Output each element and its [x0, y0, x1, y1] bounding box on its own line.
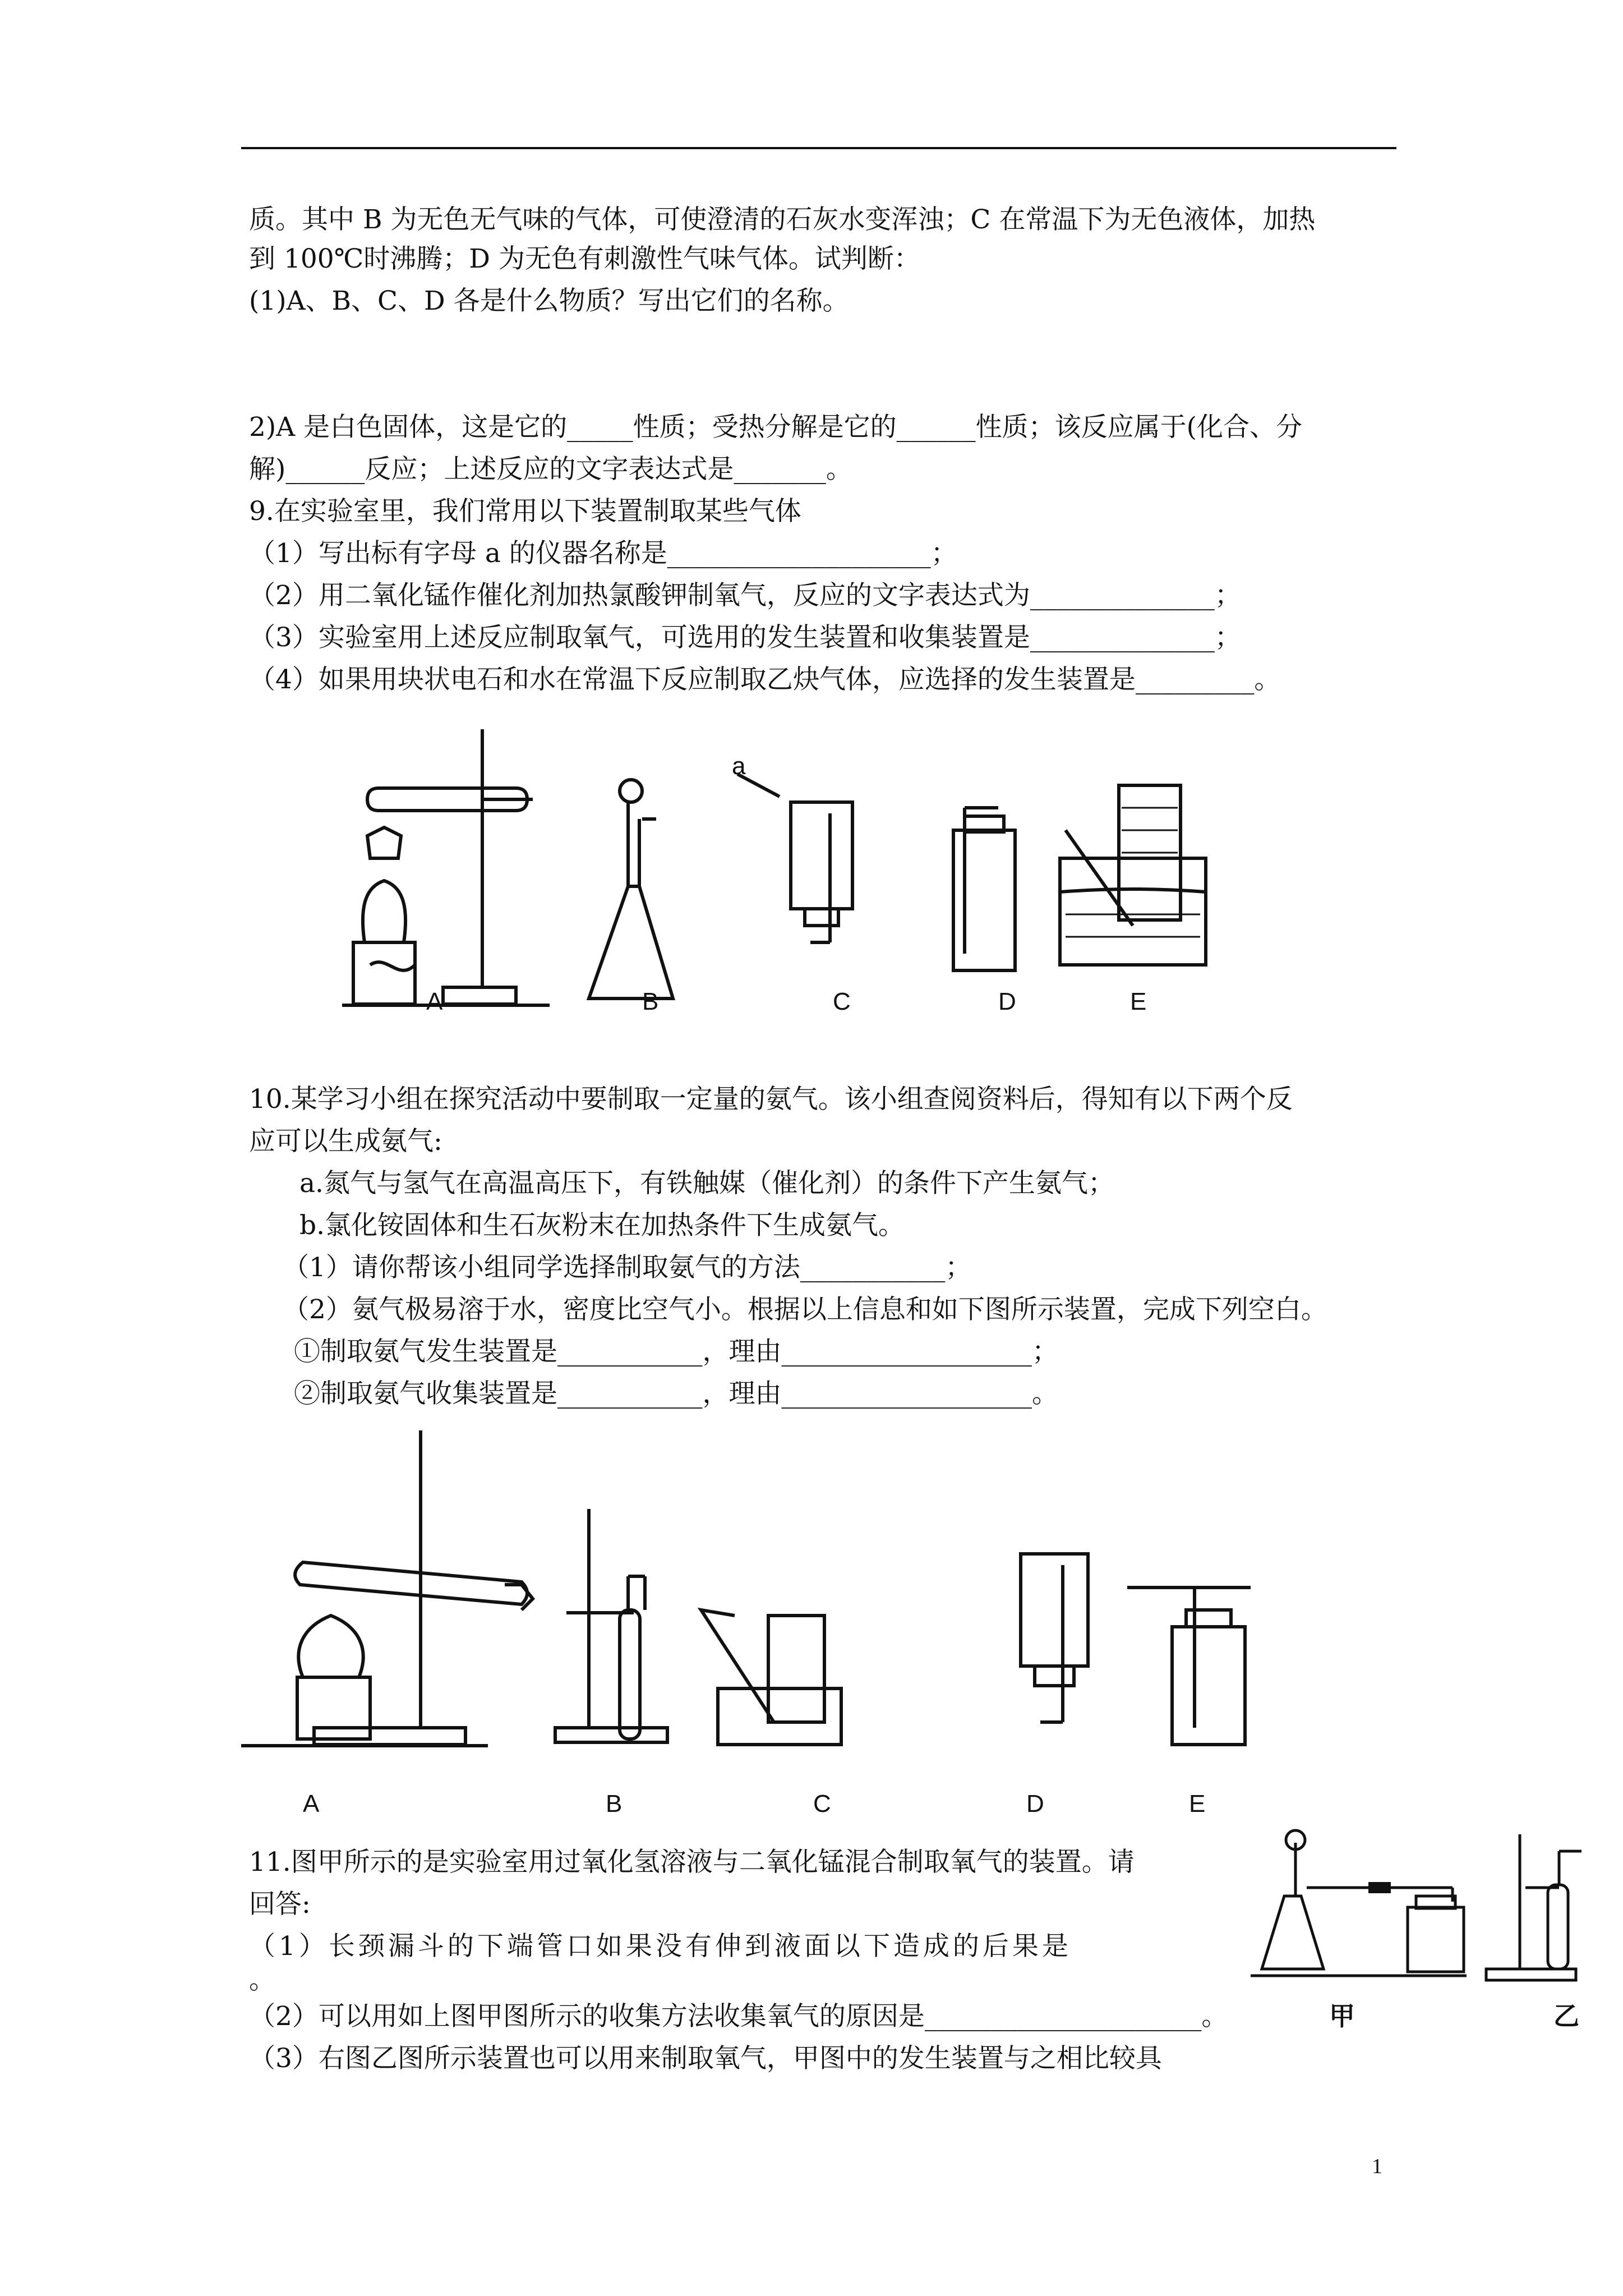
question-11-title: 11.图甲所示的是实验室用过氧化氢溶液与二氧化锰混合制取氧气的装置。请 — [249, 1847, 1135, 1878]
label-C: C — [833, 988, 851, 1015]
figure-q11-apparatus — [1245, 1818, 1615, 2031]
label-a: a — [732, 752, 746, 780]
text-line: （3）右图乙图所示装置也可以用来制取氧气，甲图中的发生装置与之相比较具 — [249, 2043, 1162, 2074]
label-D: D — [998, 988, 1016, 1015]
label-yi: 乙 — [1553, 2001, 1579, 2031]
figure-q10-apparatus — [241, 1425, 1307, 1818]
text-line: 解)______反应；上述反应的文字表达式是_______。 — [249, 454, 852, 485]
text-line: （4）如果用块状电石和水在常温下反应制取乙炔气体，应选择的发生装置是_________。 — [249, 664, 1281, 695]
question-9-title: 9.在实验室里，我们常用以下装置制取某些气体 — [249, 496, 801, 527]
text-line: （2）用二氧化锰作催化剂加热氯酸钾制氧气，反应的文字表达式为______________； — [249, 580, 1241, 611]
question-10-title: 10.某学习小组在探究活动中要制取一定量的氨气。该小组查阅资料后，得知有以下两个反 — [249, 1084, 1293, 1115]
label-C: C — [813, 1790, 831, 1818]
label-E: E — [1189, 1790, 1206, 1818]
figure-q9-apparatus — [336, 718, 1290, 1032]
page-number: 1 — [1372, 2155, 1382, 2178]
text-line: 到 100℃时沸腾；D 为无色有刺激性气味气体。试判断： — [249, 243, 920, 274]
text-line: (1)A、B、C、D 各是什么物质？写出它们的名称。 — [249, 286, 849, 316]
text-line: （2）氨气极易溶于水，密度比空气小。根据以上信息和如下图所示装置，完成下列空白。 — [283, 1294, 1327, 1325]
label-E: E — [1130, 988, 1147, 1015]
text-line: a.氮气与氢气在高温高压下，有铁触媒（催化剂）的条件下产生氨气； — [299, 1168, 1114, 1199]
text-line: ②制取氨气收集装置是___________，理由___________________。 — [294, 1378, 1058, 1409]
text-line: （1）请你帮该小组同学选择制取氨气的方法___________； — [283, 1252, 972, 1283]
text-line: （1）写出标有字母 a 的仪器名称是____________________； — [249, 538, 957, 569]
text-line: 应可以生成氨气: — [249, 1126, 442, 1157]
text-line: 质。其中 B 为无色无气味的气体，可使澄清的石灰水变浑浊；C 在常温下为无色液体，加热 — [249, 204, 1316, 235]
text-line: （2）可以用如上图甲图所示的收集方法收集氧气的原因是_____________________。 — [249, 2001, 1228, 2032]
label-A: A — [303, 1790, 320, 1818]
text-line: （3）实验室用上述反应制取氧气，可选用的发生装置和收集装置是______________； — [249, 622, 1241, 653]
label-A: A — [426, 988, 443, 1015]
text-line: 。 — [249, 1964, 275, 1995]
label-B: B — [606, 1790, 623, 1818]
header-rule — [241, 147, 1396, 149]
label-D: D — [1026, 1790, 1044, 1818]
label-B: B — [642, 988, 659, 1015]
text-line: ①制取氨气发生装置是___________，理由___________________； — [294, 1336, 1058, 1367]
text-line: 回答: — [249, 1889, 311, 1920]
label-jia: 甲 — [1329, 2001, 1355, 2031]
text-line: b.氯化铵固体和生石灰粉末在加热条件下生成氨气。 — [299, 1210, 905, 1241]
text-line: （1）长颈漏斗的下端管口如果没有伸到液面以下造成的后果是 — [249, 1931, 1072, 1962]
text-line: 2)A 是白色固体，这是它的_____性质；受热分解是它的______性质；该反应属于(化合、分 — [249, 412, 1302, 443]
